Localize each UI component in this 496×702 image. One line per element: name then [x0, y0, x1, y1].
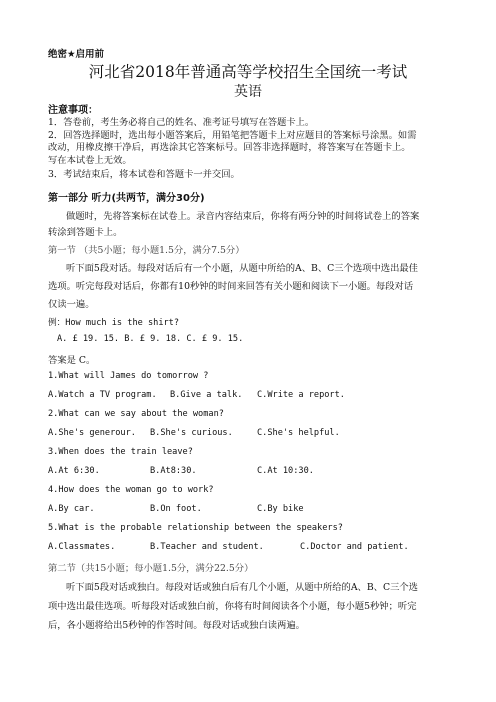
part1-intro: 转涂到答题卡上。 [48, 227, 123, 238]
notice-item: 改动，用橡皮擦干净后，再选涂其它答案标号。回答非选择题时，将答案写在答题卡上。 [48, 142, 411, 153]
option-a: A.Watch a TV program. [48, 390, 157, 400]
option-c: C.At 10:30. [257, 466, 314, 476]
option-a: A.At 6:30. [48, 466, 100, 476]
notice-heading: 注意事项： [48, 105, 98, 116]
section1-heading: 第一节 （共5小题；每小题1.5分，满分7.5分） [48, 245, 245, 256]
notice-item: 写在本试卷上无效。 [48, 155, 132, 166]
notice-item: 2．回答选择题时，选出每小题答案后，用铅笔把答题卡上对应题目的答案标号涂黑。如需 [48, 130, 417, 141]
option-b: B.At8:30. [150, 466, 197, 476]
section1-instructions: 听下面5段对话。每段对话后有一个小题，从题中所给的A、B、C三个选项中选出最佳 [66, 263, 418, 274]
option-c: C.She's helpful. [257, 428, 340, 438]
section2-instructions: 项中选出最佳选项。听每段对话或独白前，你将有时间阅读各个小题，每小题5秒钟；听完 [48, 601, 417, 612]
part1-heading: 第一部分 听力(共两节，满分30分) [48, 193, 205, 204]
section1-instructions: 选项。听完每段对话后，你都有10秒钟的时间来回答有关小题和阅读下一小题。每段对话 [48, 281, 414, 292]
question-text: 3.When does the train leave? [48, 447, 193, 457]
notice-item: 1．答卷前，考生务必将自己的姓名、准考证号填写在答题卡上。 [48, 117, 315, 128]
part1-intro: 做题时，先将答案标在试卷上。录音内容结束后，你将有两分钟的时间将试卷上的答案 [66, 211, 420, 222]
option-c: C.Doctor and patient. [300, 542, 409, 552]
section1-instructions: 仅读一遍。 [48, 299, 95, 310]
option-c: C.By bike [257, 504, 304, 514]
option-b: B.On foot. [150, 504, 202, 514]
secret-label: 绝密★启用前 [48, 49, 105, 60]
page-title: 河北省2018年普通高等学校招生全国统一考试 [88, 63, 408, 81]
example-answer: 答案是 C。 [48, 355, 96, 366]
option-a: A.She's generour. [48, 428, 136, 438]
option-b: B.Teacher and student. [150, 542, 264, 552]
option-a: A.By car. [48, 504, 95, 514]
option-c: C.Write a report. [257, 390, 345, 400]
option-b: B.Give a talk. [170, 390, 243, 400]
option-a: A.Classmates. [48, 542, 116, 552]
section2-instructions: 后，各小题将给出5秒钟的作答时间。每段对话或独白读两遍。 [48, 620, 305, 631]
notice-item: 3．考试结束后，将本试卷和答题卡一并交回。 [48, 169, 240, 180]
subject-title: 英语 [234, 84, 262, 100]
section2-instructions: 听下面5段对话或独白。每段对话或独白后有几个小题，从题中所给的A、B、C三个选 [66, 582, 418, 593]
section2-heading: 第二节（共15小题；每小题1.5分，满分22.5分） [48, 563, 254, 574]
question-text: 2.What can we say about the woman? [48, 409, 224, 419]
example-question: 例：How much is the shirt? [48, 318, 180, 328]
option-b: B.She's curious. [150, 428, 233, 438]
question-text: 5.What is the probable relationship between the speakers? [48, 523, 343, 533]
question-text: 1.What will James do tomorrow ? [48, 371, 209, 381]
example-options: A. £ 19. 15. B. £ 9. 18. C. £ 9. 15. [57, 334, 244, 344]
question-text: 4.How does the woman go to work? [48, 485, 214, 495]
